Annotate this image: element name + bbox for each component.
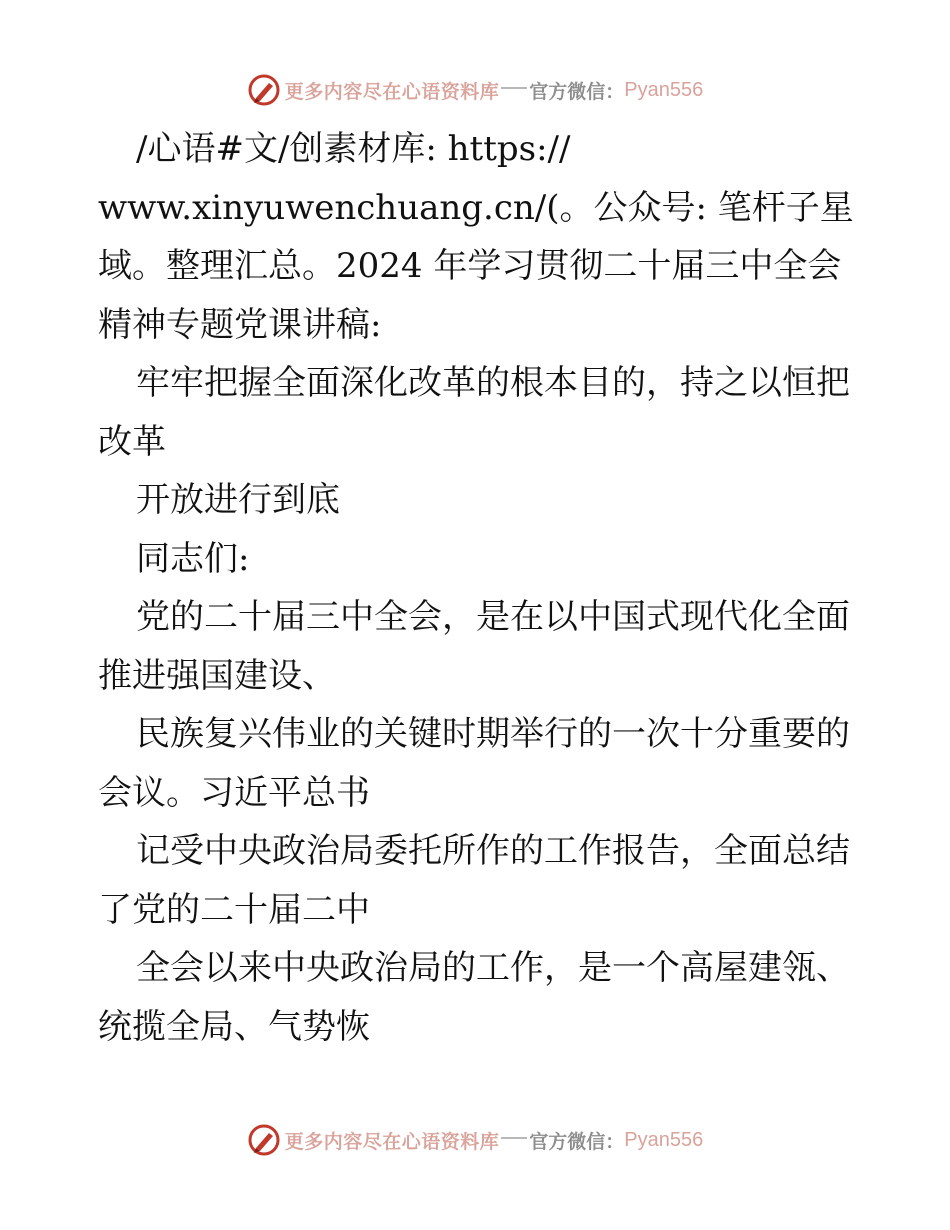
text-line: 同志们: bbox=[136, 538, 250, 579]
text-line: 民族复兴伟业的关键时期举行的一次十分重要的 bbox=[136, 714, 850, 754]
text-line: 统揽全局、气势恢 bbox=[98, 1006, 370, 1047]
banner-main-text: 更多内容尽在心语资料库 bbox=[284, 1130, 500, 1153]
text-line: 推进强国建设、 bbox=[98, 655, 336, 696]
text-line: 记受中央政治局委托所作的工作报告，全面总结 bbox=[136, 831, 850, 871]
text-line: 改革 bbox=[98, 421, 166, 462]
text-line: 全会以来中央政治局的工作，是一个高屋建瓴、 bbox=[136, 948, 850, 988]
banner-wechat-id: Pyan556 bbox=[624, 1128, 704, 1151]
text-line: 了党的二十届二中 bbox=[98, 889, 370, 930]
footer-banner bbox=[0, 1120, 950, 1160]
banner-main-text: 更多内容尽在心语资料库 bbox=[284, 80, 500, 103]
text-line: 牢牢把握全面深化改革的根本目的，持之以恒把 bbox=[136, 363, 850, 403]
banner-separator bbox=[501, 87, 527, 89]
text-line: /心语#文/创素材库: https:// bbox=[136, 129, 571, 169]
banner-sub-text: 官方微信： bbox=[529, 1130, 625, 1153]
text-line: 开放进行到底 bbox=[136, 480, 340, 520]
document-body bbox=[98, 120, 868, 1056]
banner-separator bbox=[501, 1137, 527, 1139]
text-line: 域。整理汇总。2024 年学习贯彻二十届三中全会 bbox=[98, 246, 842, 286]
banner-sub-text: 官方微信： bbox=[529, 80, 625, 103]
text-line: 精神专题党课讲稿: bbox=[98, 304, 382, 345]
header-banner bbox=[0, 70, 950, 110]
pen-logo-icon bbox=[247, 1123, 281, 1157]
text-line: www.xinyuwenchuang.cn/(。公众号: 笔杆子星 bbox=[98, 187, 854, 228]
pen-logo-icon bbox=[247, 73, 281, 107]
banner-wechat-id: Pyan556 bbox=[624, 78, 704, 101]
text-line: 党的二十届三中全会，是在以中国式现代化全面 bbox=[136, 597, 850, 637]
text-line: 会议。习近平总书 bbox=[98, 772, 370, 813]
